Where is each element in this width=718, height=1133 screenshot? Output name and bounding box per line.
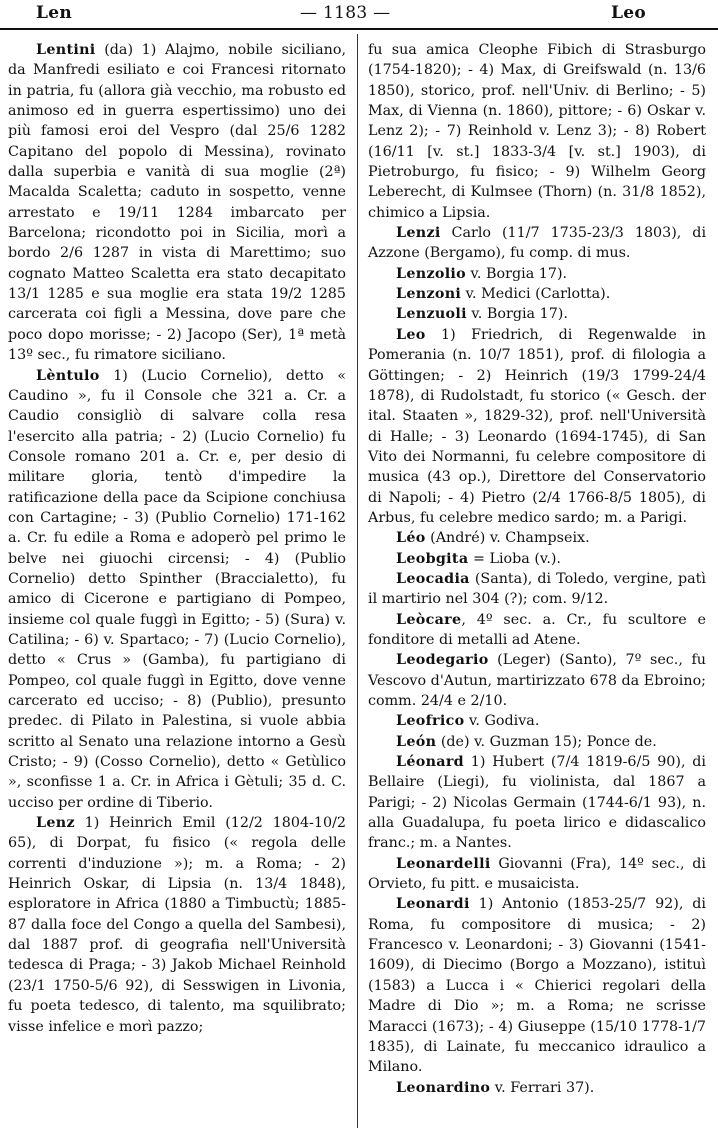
dictionary-entry bbox=[368, 284, 706, 304]
dictionary-entry bbox=[368, 732, 706, 752]
entry-text: (André) v. Champseix. bbox=[430, 530, 590, 547]
entry-headword: Leòcare bbox=[396, 611, 462, 628]
page-header bbox=[0, 0, 718, 30]
entry-text: (de) v. Guzman 15); Ponce de. bbox=[440, 733, 657, 750]
dictionary-entry bbox=[368, 894, 706, 1077]
entry-text: 1) Heinrich Emil (12/2 1804-10/2 65), di Dorpat, fu fisico (« regola delle correnti d'induzione »); m. a Roma; - 2) Heinrich Oskar, di Lipsia (n. 13/4 1848), esploratore in Africa (1880 a Timbuctù; 1885-87 dalla foce del Congo a quella del Sambesi), dal 1887 prof. di geografia nell'Università tedesca di Praga; - 3) Jakob Michael Reinhold (23/1 1750-5/6 92), di Sesswigen in Livonia, fu poeta tedesco, di talento, ma squilibrato; visse infelice e morì pazzo; bbox=[8, 815, 346, 1035]
page-number: — 1183 — bbox=[300, 3, 391, 23]
column-divider bbox=[357, 34, 358, 1128]
entry-headword: Lenzuoli bbox=[396, 306, 467, 323]
dictionary-entry bbox=[8, 40, 346, 366]
entry-headword: Leofrico bbox=[396, 713, 465, 730]
entry-text: = Lioba (v.). bbox=[472, 550, 561, 567]
right-column bbox=[368, 40, 706, 1098]
entry-text: v. Ferrari 37). bbox=[494, 1079, 595, 1096]
entry-headword: Leonardi bbox=[396, 896, 470, 913]
entry-text: 1) Antonio (1853-25/7 92), di Roma, fu compositore di musica; - 2) Francesco v. Leonardoni; - 3) Giovanni (1541-1609), di Diecimo (Borgo a Mozzano), istituì (1583) a Lucca i « Chierici regolari della Madre di Dio »; m. a Roma; ne scrisse Maracci (1673); - 4) Giuseppe (15/10 1778-1/7 1835), di Lainate, fu meccanico idraulico a Milano. bbox=[368, 896, 707, 1076]
entry-text: v. Borgia 17). bbox=[471, 306, 568, 323]
entry-headword: Lenz bbox=[36, 815, 75, 832]
dictionary-entry bbox=[368, 650, 706, 711]
entry-headword: Leonardelli bbox=[396, 855, 491, 872]
header-rule bbox=[0, 28, 718, 30]
dictionary-entry bbox=[368, 854, 706, 895]
entry-text: v. Godiva. bbox=[469, 713, 540, 730]
entry-text: , 4º sec. a. Cr., fu scultore e fonditore di metalli ad Atene. bbox=[368, 611, 706, 648]
entry-headword: Lèntulo bbox=[36, 367, 100, 384]
dictionary-entry bbox=[368, 223, 706, 264]
entry-text: 1) (Lucio Cornelio), detto « Caudino », fu il Console che 321 a. Cr. a Caudio consigliò di salvare colla resa l'esercito alla patria; - 2) (Lucio Cornelio) fu Console romano 201 a. Cr. e, per desio di militare gloria, tentò d'impedire la ratificazione della pace da Scipione conchiusa con Cartagine; - 3) (Publio Cornelio) 171-162 a. Cr. fu edile a Roma e adoperò pel primo le belve nei giuochi circensi; - 4) (Publio Cornelio) detto Spinther (Braccialetto), fu amico di Cicerone e partigiano di Pompeo, insieme col quale fuggì in Egitto; - 5) (Sura) v. Catilina; - 6) v. Spartaco; - 7) (Lucio Cornelio), detto « Crus » (Gamba), fu partigiano di Pompeo, col quale fuggì in Egitto, dove venne carcerato ed ucciso; - 8) (Publio), presunto predec. di Pilato in Palestina, si vuole abbia scritto al Senato una relazione intorno a Gesù Cristo; - 9) (Cosso Cornelio), detto « Getùlico », sconfisse 1 a. Cr. in Africa i Gètuli; 35 d. C. ucciso per ordine di Tiberio. bbox=[8, 367, 347, 811]
entry-headword: Léonard bbox=[396, 754, 464, 771]
entry-headword: Lenzi bbox=[396, 225, 441, 242]
dictionary-entry bbox=[368, 752, 706, 854]
running-head-left: Len bbox=[36, 3, 73, 23]
dictionary-entry bbox=[368, 569, 706, 610]
entry-headword: Leobgita bbox=[396, 550, 469, 567]
entry-headword: Léo bbox=[396, 530, 426, 547]
entry-text: v. Borgia 17). bbox=[470, 265, 568, 282]
entry-headword: León bbox=[396, 733, 437, 750]
entry-headword: Leo bbox=[396, 326, 426, 343]
entry-text: fu sua amica Cleophe Fibich di Strasburgo (1754-1820); - 4) Max, di Greifswald (n. 13/6 1850), storico, prof. nell'Univ. di Berlino; - 5) Max, di Vienna (n. 1860), pittore; - 6) Oskar v. Lenz 2); - 7) Reinhold v. Lenz 3); - 8) Robert (16/11 [v. st.] 1833-3/4 [v. st.] 1903), di Pietroburgo, fu fisico; - 9) Wilhelm Georg Leberecht, di Kulmsee (Thorn) (n. 31/8 1852), chimico a Lipsia. bbox=[368, 42, 706, 221]
entry-headword: Leodegario bbox=[396, 652, 489, 669]
dictionary-entry bbox=[368, 711, 706, 731]
dictionary-entry bbox=[368, 549, 706, 569]
dictionary-entry bbox=[368, 325, 706, 528]
dictionary-entry bbox=[368, 264, 706, 284]
dictionary-entry bbox=[368, 528, 706, 548]
entry-text: 1) Hubert (7/4 1819-6/5 90), di Bellaire (Liegi), fu violinista, dal 1867 a Parigi; - 2) Nicolas Germain (1744-6/1 93), n. alla Guadalupa, fu poeta lirico e didascalico franc.; m. a Nantes. bbox=[368, 754, 707, 852]
entry-headword: Lentini bbox=[36, 42, 96, 58]
entry-text: (Santa), di Toledo, vergine, patì il martirio nel 304 (?); com. 9/12. bbox=[368, 570, 706, 608]
dictionary-entry bbox=[368, 610, 706, 651]
dictionary-entry bbox=[8, 813, 346, 1037]
dictionary-entry bbox=[368, 1078, 706, 1098]
entry-text: 1) Friedrich, di Regenwalde in Pomerania (n. 10/7 1851), prof. di filologia a Göttingen; - 2) Heinrich (19/3 1799-24/4 1878), di Rudolstadt, fu storico (« Gesch. der ital. Staaten », 1829-32), prof. nell'Università di Halle; - 3) Leonardo (1694-1745), di San Vito dei Normanni, fu celebre compositore di musica (43 op.), Direttore del Conservatorio di Napoli; - 4) Pietro (2/4 1766-8/5 1805), di Arbus, fu celebre medico sardo; m. a Parigi. bbox=[368, 326, 706, 526]
entry-headword: Leonardino bbox=[396, 1079, 491, 1096]
entry-text: (da) 1) Alajmo, nobile siciliano, da Manfredi esiliato e coi Francesi ritornato in patria, fu (allora già vecchio, ma robusto ed animoso ed in guerra espertissimo) uno dei più famosi eroi del Vespro (dal 25/6 1282 Capitano del popolo di Messina), rovinato dalla superbia e vanità di sua moglie (2ª) Macalda Scaletta; caduto in sospetto, venne arrestato e 19/11 1284 imbarcato per Barcelona; ricondotto poi in Sicilia, morì a bordo 2/6 1287 in vista di Marettimo; suo cognato Matteo Scaletta era stato decapitato 13/1 1285 e sua moglie era stata 19/2 1285 carcerata coi figli a Messina, dove pare che poco dopo morisse; - 2) Jacopo (Ser), 1ª metà 13º sec., fu rimatore siciliano. bbox=[8, 42, 346, 364]
entry-text: (Leger) (Santo), 7º sec., fu Vescovo d'Autun, martirizzato 678 da Ebroino; comm. 24/4 e 2/10. bbox=[368, 652, 706, 709]
entry-headword: Leocadia bbox=[396, 570, 470, 587]
entry-headword: Lenzoni bbox=[396, 286, 462, 303]
dictionary-entry-continued bbox=[368, 40, 706, 223]
entry-text: v. Medici (Carlotta). bbox=[465, 286, 611, 303]
dictionary-entry bbox=[8, 366, 346, 814]
entry-headword: Lenzolio bbox=[396, 265, 466, 282]
entry-text: Giovanni (Fra), 14º sec., di Orvieto, fu pitt. e musaicista. bbox=[368, 855, 706, 893]
dictionary-entry bbox=[368, 304, 706, 324]
entry-text: Carlo (11/7 1735-23/3 1803), di Azzone (Bergamo), fu comp. di mus. bbox=[368, 225, 707, 262]
running-head-right: Leo bbox=[610, 3, 646, 23]
left-column bbox=[8, 40, 346, 1037]
